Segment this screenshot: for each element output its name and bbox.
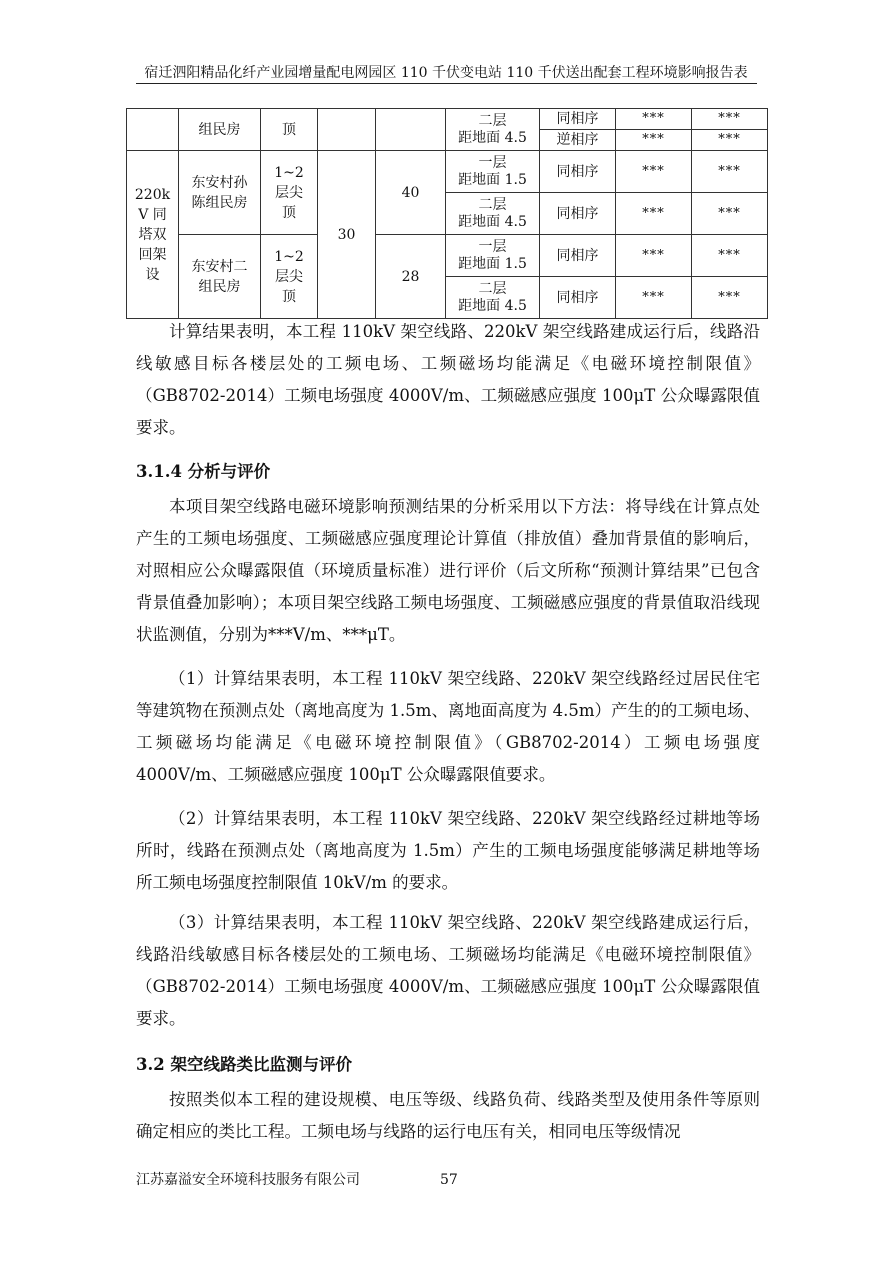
table-row [127,109,768,130]
phase-cell: 逆相序 [540,130,616,151]
target-cell: 东安村二 组民房 [179,235,261,319]
e-value-cell: *** [616,277,692,319]
b-value-cell: *** [692,109,768,130]
body-paragraph-5: （3）计算结果表明，本工程 110kV 架空线路、220kV 架空线路建成运行后，线路沿线敏感目标各楼层处的工频电场、工频磁场均能满足《电磁环境控制限值》（GB8702-2014）工频电场强度 4000V/m、工频磁感应强度 100μT 公众曝露限值要求。 [136,913,760,1028]
distance-cell: 40 [376,151,446,235]
table-row [127,151,768,193]
phase-cell: 同相序 [540,277,616,319]
e-value-cell: *** [616,235,692,277]
floor-cell: 二层 距地面 4.5 [446,277,540,319]
table-row [127,235,768,277]
phase-cell: 同相序 [540,193,616,235]
b-value-cell: *** [692,235,768,277]
section-heading-3-1-4: 3.1.4 分析与评价 [136,462,271,481]
calculation-results-table [126,108,768,319]
footer-company: 江苏嘉溢安全环境科技服务有限公司 [136,1172,360,1188]
target-cell: 组民房 [179,109,261,151]
section-heading-3-2: 3.2 架空线路类比监测与评价 [136,1055,352,1074]
floor-cell: 二层 距地面 4.5 [446,109,540,151]
page-number: 57 [440,1172,458,1188]
phase-cell: 同相序 [540,109,616,130]
b-value-cell: *** [692,130,768,151]
body-paragraph-1: 计算结果表明，本工程 110kV 架空线路、220kV 架空线路建成运行后，线路沿线敏感目标各楼层处的工频电场、工频磁场均能满足《电磁环境控制限值》（GB8702-2014）工频电场强度 4000V/m、工频磁感应强度 100μT 公众曝露限值要求。 [136,322,760,437]
type-cell: 顶 [261,109,318,151]
e-value-cell: *** [616,151,692,193]
floor-cell: 二层 距地面 4.5 [446,193,540,235]
e-value-cell: *** [616,130,692,151]
header-divider [136,83,757,84]
height-cell-empty [318,109,376,151]
group-label-cell: 220k V 同 塔双 回架 设 [127,151,179,319]
b-value-cell: *** [692,151,768,193]
phase-cell: 同相序 [540,235,616,277]
body-paragraph-3: （1）计算结果表明，本工程 110kV 架空线路、220kV 架空线路经过居民住宅等建筑物在预测点处（离地高度为 1.5m、离地面高度为 4.5m）产生的的工频电场、工频磁场均能满足《电磁环境控制限值》（GB8702-2014）工频电场强度 4000V/m、工频磁感应强度 100μT 公众曝露限值要求。 [136,669,760,784]
page-header-title: 宿迁泗阳精品化纤产业园增量配电网园区 110 千伏变电站 110 千伏送出配套工程环境影响报告表 [144,65,748,81]
b-value-cell: *** [692,277,768,319]
body-paragraph-6: 按照类似本工程的建设规模、电压等级、线路负荷、线路类型及使用条件等原则确定相应的类比工程。工频电场与线路的运行电压有关，相同电压等级情况 [136,1090,760,1141]
type-cell: 1~2 层尖 顶 [261,235,318,319]
body-paragraph-2: 本项目架空线路电磁环境影响预测结果的分析采用以下方法：将导线在计算点处产生的工频电场强度、工频磁感应强度理论计算值（排放值）叠加背景值的影响后，对照相应公众曝露限值（环境质量标准）进行评价（后文所称“预测计算结果”已包含背景值叠加影响）；本项目架空线路工频电场强度、工频磁感应强度的背景值取沿线现状监测值，分别为***V/m、***μT。 [136,497,760,644]
floor-cell: 一层 距地面 1.5 [446,151,540,193]
target-cell: 东安村孙 陈组民房 [179,151,261,235]
distance-cell: 28 [376,235,446,319]
floor-cell: 一层 距地面 1.5 [446,235,540,277]
body-paragraph-4: （2）计算结果表明，本工程 110kV 架空线路、220kV 架空线路经过耕地等场所时，线路在预测点处（离地高度为 1.5m）产生的工频电场强度能够满足耕地等场所工频电场强度控制限值 10kV/m 的要求。 [136,809,760,892]
group-cell-empty [127,109,179,151]
e-value-cell: *** [616,193,692,235]
height-cell: 30 [318,151,376,319]
distance-cell-empty [376,109,446,151]
e-value-cell: *** [616,109,692,130]
phase-cell: 同相序 [540,151,616,193]
b-value-cell: *** [692,193,768,235]
type-cell: 1~2 层尖 顶 [261,151,318,235]
